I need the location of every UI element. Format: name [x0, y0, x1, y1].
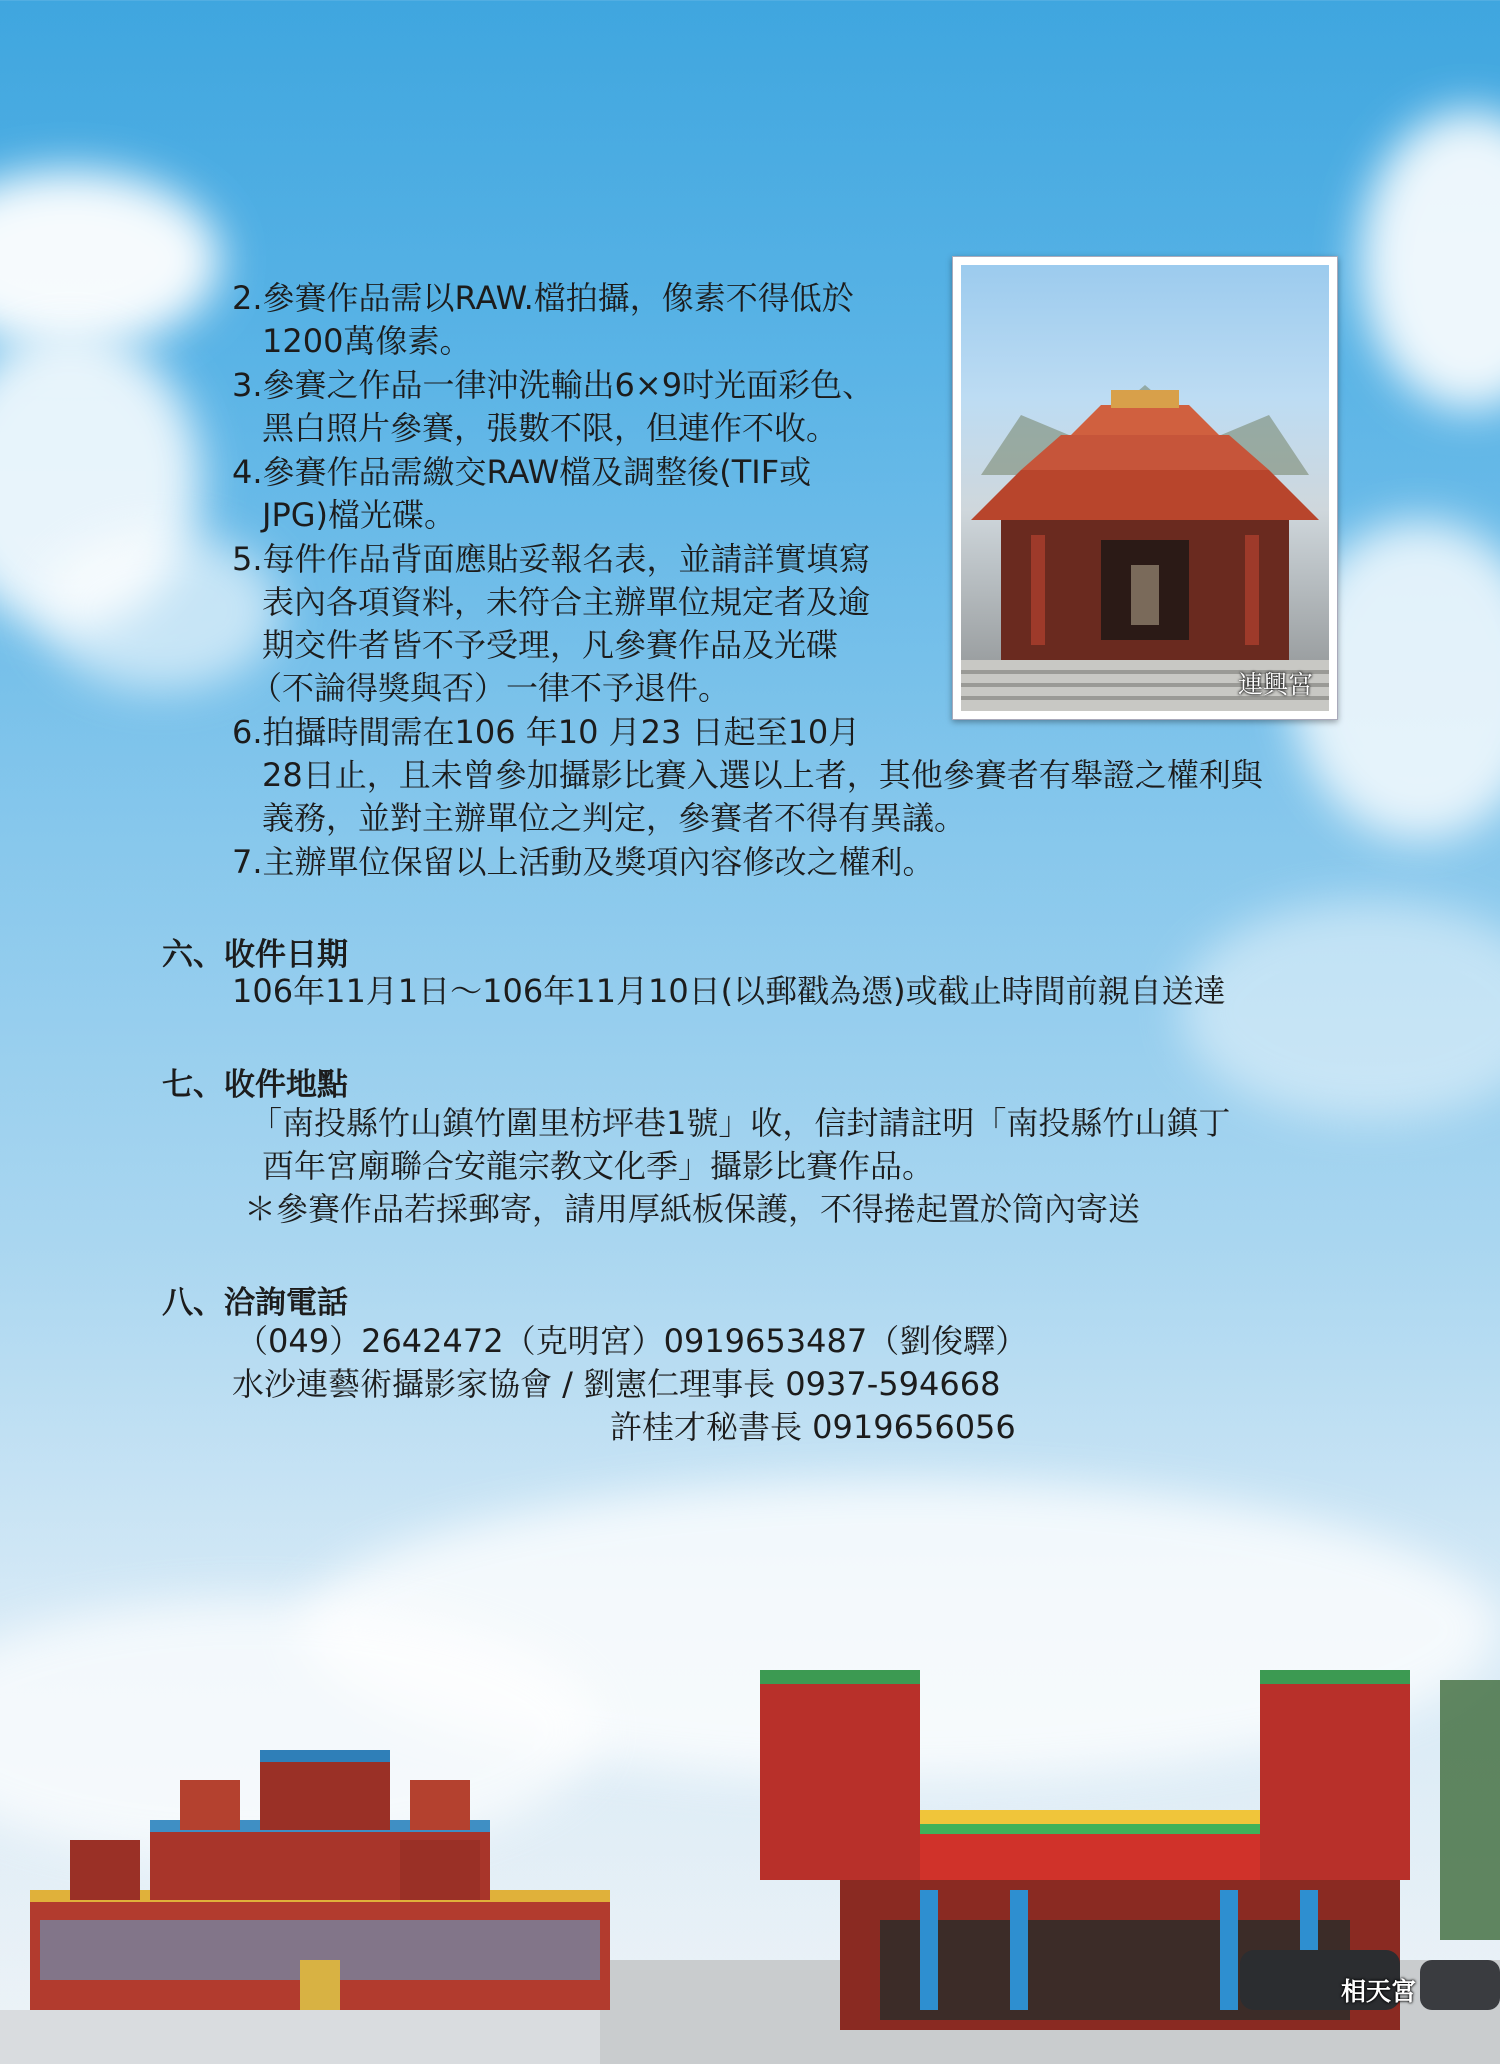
rule-5-line4: （不論得獎與否）一律不予退件。 [250, 669, 731, 707]
rule-5-line1: 5.每件作品背面應貼妥報名表，並請詳實填寫 [232, 540, 871, 578]
rule-2-line2: 1200萬像素。 [262, 322, 472, 360]
section-7-note: ＊參賽作品若採郵寄，請用厚紙板保護，不得捲起置於筒內寄送 [244, 1190, 1141, 1228]
rule-5-line2: 表內各項資料，未符合主辦單位規定者及逾 [262, 583, 871, 621]
section-7-line1: 「南投縣竹山鎮竹圍里枋坪巷1號」收，信封請註明「南投縣竹山鎮丁 [250, 1104, 1231, 1142]
rule-4-line2: JPG)檔光碟。 [262, 496, 457, 534]
rule-6-line3: 義務，並對主辦單位之判定，參賽者不得有異議。 [262, 799, 967, 837]
temples-illustration [0, 1620, 1500, 2064]
photo-caption-xiangtian: 相天宮 [1340, 1977, 1416, 2006]
cloud-right [1360, 110, 1500, 410]
photo-caption-lianxing: 連興宮 [1237, 670, 1313, 699]
lianxing-temple-illustration [961, 265, 1329, 711]
cloud-left [0, 170, 220, 350]
rule-6-line1: 6.拍攝時間需在106 年10 月23 日起至10月 [232, 713, 861, 751]
rule-3-line1: 3.參賽之作品一律沖洗輸出6×9吋光面彩色、 [232, 366, 875, 404]
temple-photo-lianxing [952, 256, 1338, 720]
section-6-text: 106年11月1日～106年11月10日(以郵戳為憑)或截止時間前親自送達 [232, 972, 1226, 1010]
section-8-line1: （049）2642472（克明宮）0919653487（劉俊驛） [236, 1322, 1028, 1360]
section-8-line2: 水沙連藝術攝影家協會 / 劉憲仁理事長 0937-594668 [232, 1365, 1001, 1403]
rule-3-line2: 黑白照片參賽，張數不限，但連作不收。 [262, 409, 839, 447]
section-7-line2: 酉年宮廟聯合安龍宗教文化季」攝影比賽作品。 [262, 1147, 935, 1185]
rule-5-line3: 期交件者皆不予受理，凡參賽作品及光碟 [262, 626, 839, 664]
section-7-heading: 七、收件地點 [162, 1067, 348, 1103]
section-8-heading: 八、洽詢電話 [162, 1285, 348, 1321]
temple-collage-bottom [0, 1620, 1500, 2064]
section-8-line3: 許桂才秘書長 0919656056 [610, 1408, 1016, 1446]
rule-2-line1: 2.參賽作品需以RAW.檔拍攝，像素不得低於 [232, 279, 854, 317]
rule-6-line2: 28日止，且未曾參加攝影比賽入選以上者，其他參賽者有舉證之權利與 [262, 756, 1263, 794]
temple-photo-lianxing-image [961, 265, 1329, 711]
rule-4-line1: 4.參賽作品需繳交RAW檔及調整後(TIF或 [232, 453, 812, 491]
cloud-right-3 [1180, 900, 1500, 1120]
rule-7-line1: 7.主辦單位保留以上活動及獎項內容修改之權利。 [232, 843, 935, 881]
section-6-heading: 六、收件日期 [162, 937, 348, 973]
